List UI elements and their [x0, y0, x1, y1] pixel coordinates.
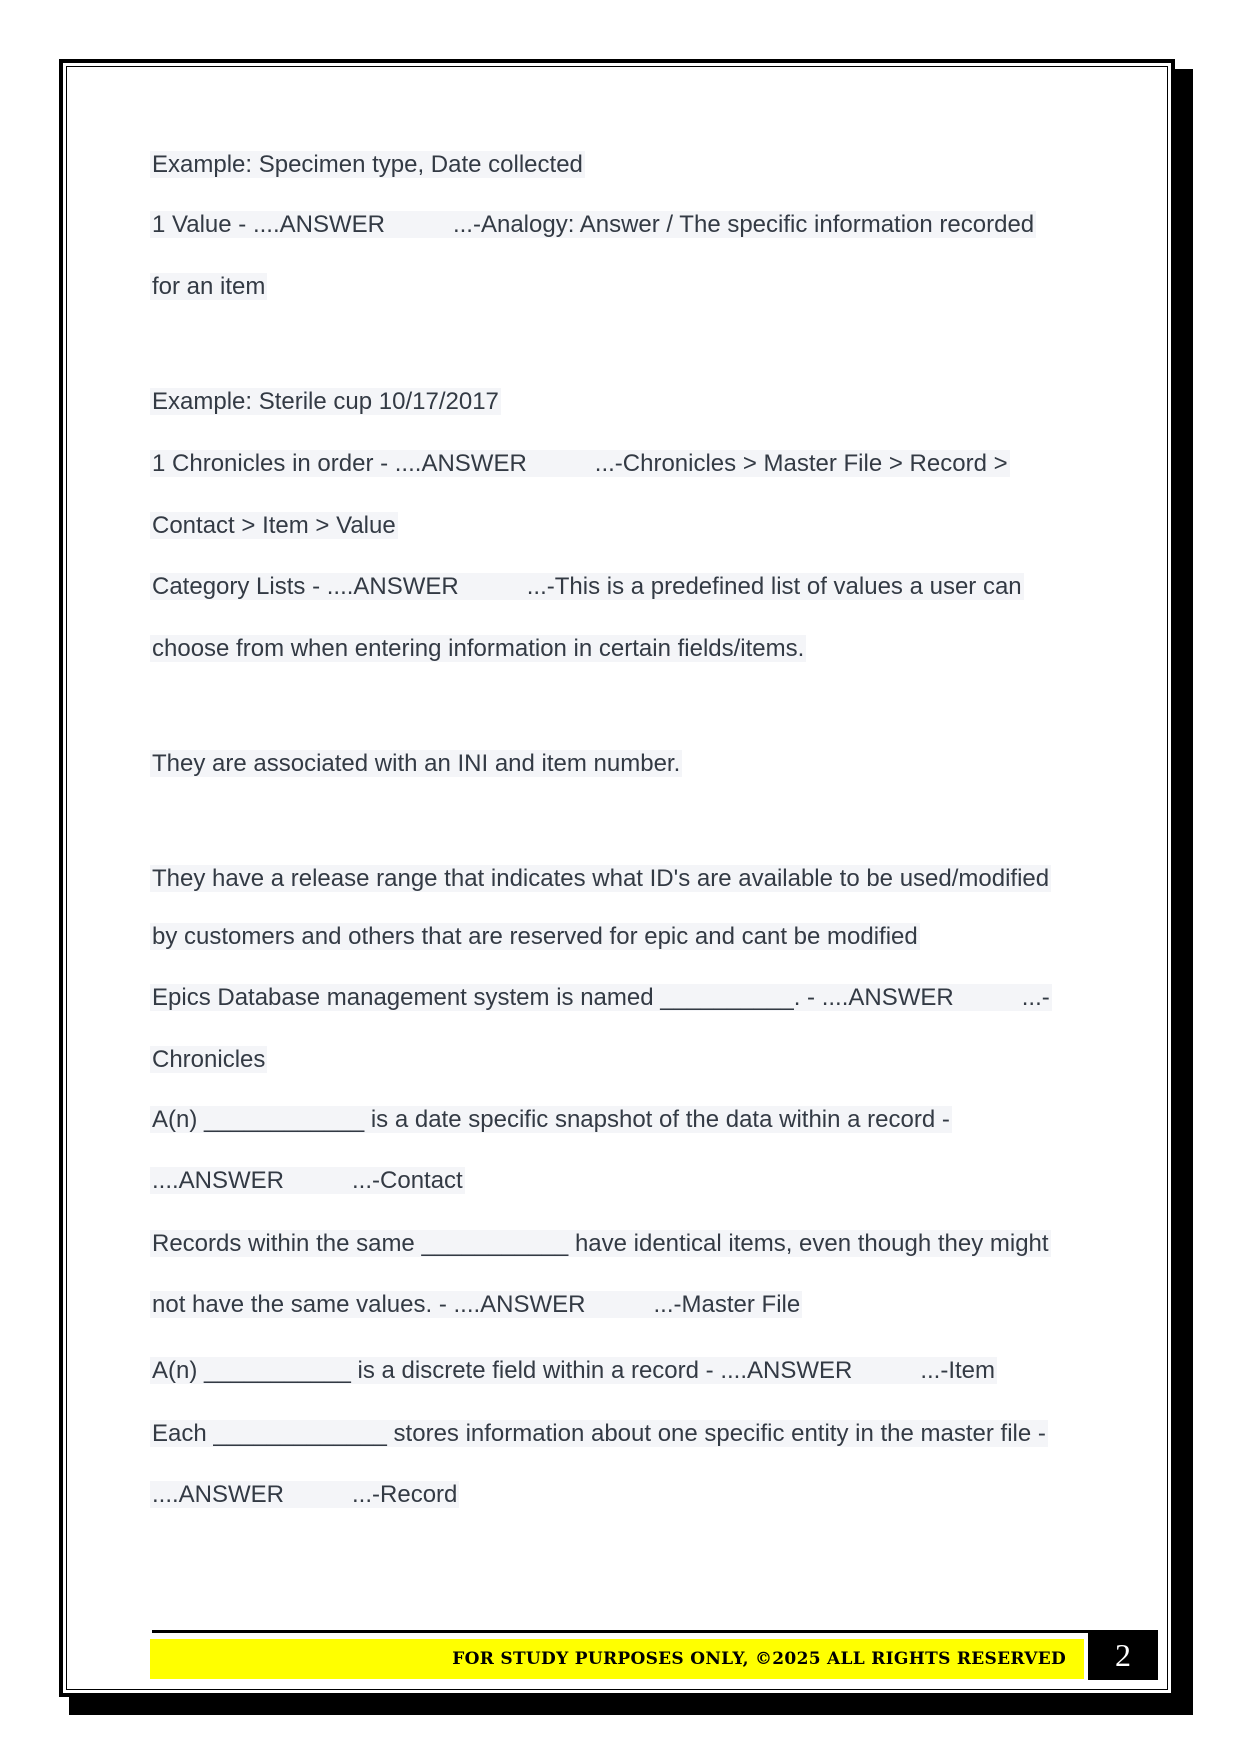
text-line: They have a release range that indicates what ID's are available to be used/modified — [152, 865, 1050, 892]
footer-text: FOR STUDY PURPOSES ONLY, ©2025 ALL RIGHTS RESERVED — [452, 1649, 1066, 1669]
text-line: Records within the same ___________ have identical items, even though they might — [152, 1230, 1049, 1257]
text-line: Epics Database management system is named __________. - ....ANSWER ...- — [152, 984, 1050, 1011]
text-line: not have the same values. - ....ANSWER ...-Master File — [152, 1291, 801, 1318]
text-line: Category Lists - ....ANSWER ...-This is a predefined list of values a user can — [152, 573, 1022, 600]
page-number: 2 — [1088, 1630, 1158, 1680]
text-line: 1 Chronicles in order - ....ANSWER ...-Chronicles > Master File > Record > — [152, 450, 1008, 477]
text-line: Example: Sterile cup 10/17/2017 — [152, 388, 499, 415]
text-line: ....ANSWER ...-Contact — [152, 1167, 463, 1194]
footer-rule — [152, 1630, 1088, 1633]
text-line: 1 Value - ....ANSWER ...-Analogy: Answer / The specific information recorded — [152, 211, 1035, 238]
text-line: choose from when entering information in certain fields/items. — [152, 635, 805, 662]
text-line: Chronicles — [152, 1046, 266, 1073]
text-line: They are associated with an INI and item number. — [152, 750, 681, 777]
text-line: A(n) ____________ is a date specific snapshot of the data within a record - — [152, 1106, 950, 1133]
text-line: A(n) ___________ is a discrete field within a record - ....ANSWER ...-Item — [152, 1357, 995, 1384]
text-line: for an item — [152, 273, 266, 300]
text-line: Each _____________ stores information about one specific entity in the master file - — [152, 1420, 1046, 1447]
text-line: Example: Specimen type, Date collected — [152, 151, 583, 178]
footer-banner — [150, 1639, 1084, 1679]
text-line: ....ANSWER ...-Record — [152, 1481, 458, 1508]
text-line: by customers and others that are reserved for epic and cant be modified — [152, 923, 918, 950]
text-line: Contact > Item > Value — [152, 512, 396, 539]
